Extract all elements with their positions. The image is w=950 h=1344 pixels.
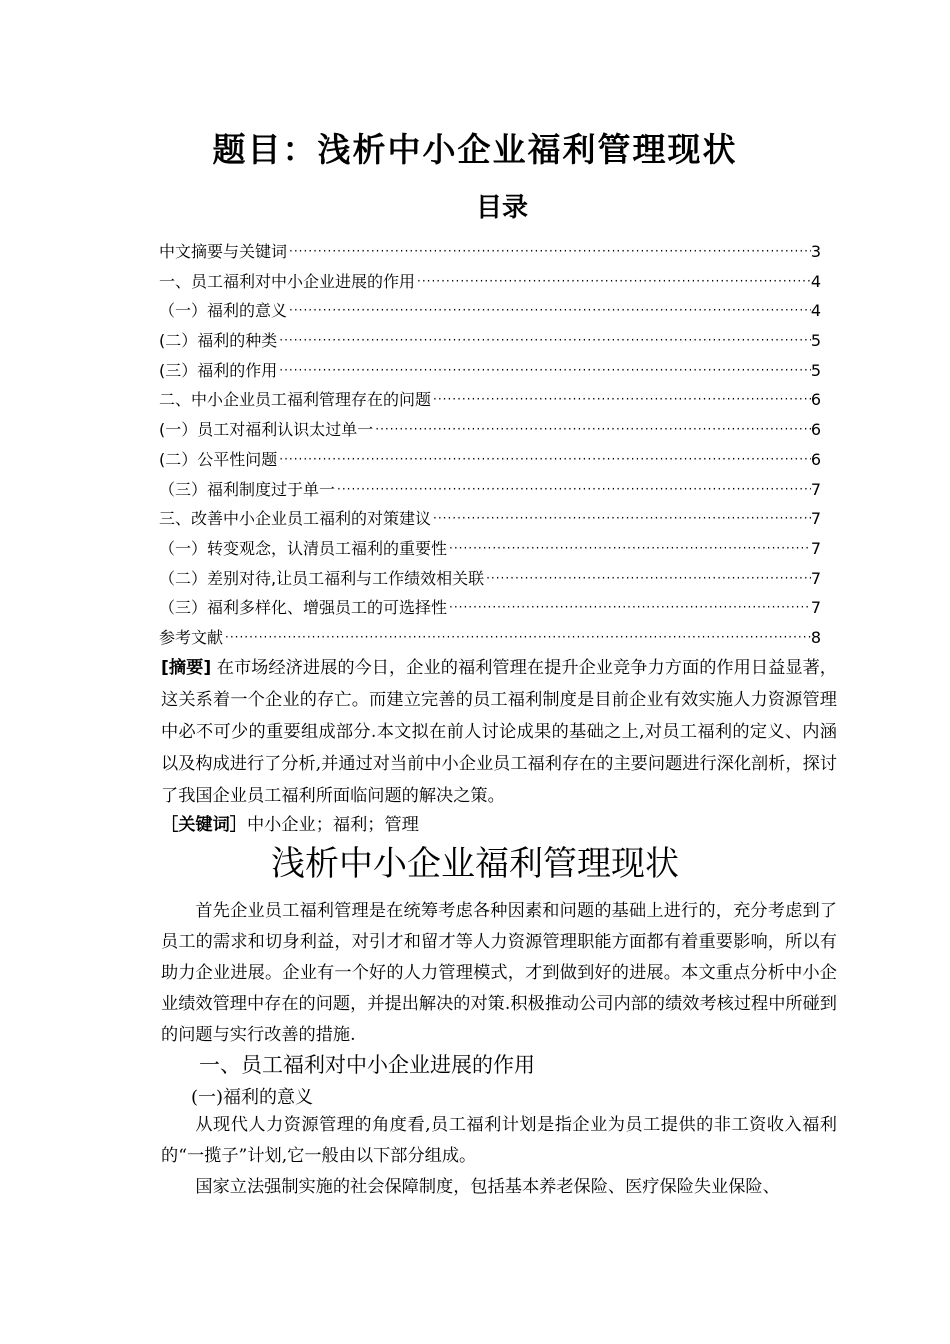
toc-leader-dots <box>287 237 811 267</box>
toc-entry-page: 7 <box>810 568 821 588</box>
toc-entry-label: (一）员工对福利认识太过单一 <box>159 420 374 440</box>
toc-leader-dots <box>335 475 811 505</box>
abstract-tag: [摘要] <box>161 658 212 678</box>
toc-entry-page: 7 <box>810 479 821 499</box>
article-title: 浅析中小企业福利管理现状 <box>271 844 679 884</box>
toc-entry[interactable] <box>159 237 839 267</box>
keywords-line <box>161 810 837 840</box>
toc-entry-page: 7 <box>810 598 821 618</box>
keywords-text: 中小企业；福利；管理 <box>246 815 419 835</box>
toc-leader-dots <box>287 296 811 326</box>
toc-leader-dots <box>223 623 811 653</box>
toc-entry[interactable] <box>159 267 839 297</box>
toc-entry-page: 7 <box>810 538 821 558</box>
toc-leader-dots <box>447 593 811 623</box>
toc-entry-label: 一、员工福利对中小企业进展的作用 <box>159 271 416 291</box>
toc-leader-dots <box>447 534 811 564</box>
toc-leader-dots <box>277 326 811 356</box>
toc-heading: 目录 <box>475 193 528 223</box>
toc-entry-label: 参考文献 <box>159 627 224 647</box>
toc-entry-page: 7 <box>810 509 821 529</box>
toc-entry[interactable] <box>159 415 839 445</box>
toc-entry-page: 6 <box>810 420 821 440</box>
toc-entry-label: （三）福利多样化、增强员工的可选择性 <box>159 598 448 618</box>
section-heading: 一、员工福利对中小企业进展的作用 <box>199 1053 535 1077</box>
toc-entry[interactable] <box>159 356 839 386</box>
toc-entry[interactable] <box>159 445 839 475</box>
keywords-tag: ［关键词］ <box>161 815 247 835</box>
toc-entry-label: （一）福利的意义 <box>159 301 288 321</box>
document-title: 题目：浅析中小企业福利管理现状 <box>212 130 738 169</box>
toc-leader-dots <box>431 385 811 415</box>
toc-entry-page: 6 <box>810 449 821 469</box>
toc-entry[interactable] <box>159 504 839 534</box>
abstract-paragraph <box>161 652 837 812</box>
toc-entry-page: 3 <box>810 242 821 261</box>
toc-entry[interactable] <box>159 326 839 356</box>
toc-entry-label: (三）福利的作用 <box>159 360 278 380</box>
table-of-contents <box>159 237 839 653</box>
toc-entry[interactable] <box>159 623 839 653</box>
toc-entry-label: (二）公平性问题 <box>159 449 278 469</box>
toc-entry-label: （三）福利制度过于单一 <box>159 479 336 499</box>
toc-entry-label: 中文摘要与关键词 <box>159 242 288 261</box>
toc-entry-label: 三、改善中小企业员工福利的对策建议 <box>159 509 432 529</box>
toc-entry-label: 二、中小企业员工福利管理存在的问题 <box>159 390 432 410</box>
toc-entry[interactable] <box>159 296 839 326</box>
body-paragraph: 国家立法强制实施的社会保障制度，包括基本养老保险、医疗保险失业保险、 <box>195 1177 780 1197</box>
toc-leader-dots <box>415 267 811 297</box>
toc-entry[interactable] <box>159 534 839 564</box>
toc-entry[interactable] <box>159 564 839 594</box>
toc-entry[interactable] <box>159 475 839 505</box>
body-paragraph: 从现代人力资源管理的角度看,员工福利计划是指企业为员工提供的非工资收入福利的“一揽子”计划,它一般由以下部分组成。 <box>161 1115 837 1166</box>
toc-leader-dots <box>277 356 811 386</box>
toc-entry[interactable] <box>159 593 839 623</box>
toc-leader-dots <box>277 445 811 475</box>
toc-leader-dots <box>484 564 811 594</box>
toc-leader-dots <box>373 415 811 445</box>
toc-leader-dots <box>431 504 811 534</box>
intro-paragraph: 首先企业员工福利管理是在统筹考虑各种因素和问题的基础上进行的，充分考虑到了员工的需求和切身利益，对引才和留才等人力资源管理职能方面都有着重要影响，所以有助力企业进展。企业有一个好的人力管理模式，才到做到好的进展。本文重点分析中小企业绩效管理中存在的问题，并提出解决的对策.积极推动公司内部的绩效考核过程中所碰到的问题与实行改善的措施. <box>161 901 837 1045</box>
toc-entry-label: （一）转变观念，认清员工福利的重要性 <box>159 538 448 558</box>
toc-entry-page: 5 <box>810 360 821 380</box>
toc-entry-page: 4 <box>810 301 821 321</box>
toc-entry[interactable] <box>159 385 839 415</box>
subsection-heading: (一)福利的意义 <box>191 1087 314 1108</box>
toc-entry-page: 5 <box>810 331 821 351</box>
toc-entry-page: 6 <box>810 390 821 410</box>
toc-entry-label: (二）福利的种类 <box>159 331 278 351</box>
toc-entry-page: 4 <box>810 271 821 291</box>
toc-entry-page: 8 <box>810 627 821 647</box>
abstract-text: 在市场经济进展的今日，企业的福利管理在提升企业竞争力方面的作用日益显著，这关系着一个企业的存亡。而建立完善的员工福利制度是目前企业有效实施人力资源管理中必不可少的重要组成部分.本文拟在前人讨论成果的基础之上,对员工福利的定义、内涵以及构成进行了分析,并通过对当前中小企业员工福利存在的主要问题进行深化剖析，探讨了我国企业员工福利所面临问题的解决之策。 <box>161 658 837 806</box>
toc-entry-label: （二）差别对待,让员工福利与工作绩效相关联 <box>159 568 485 588</box>
